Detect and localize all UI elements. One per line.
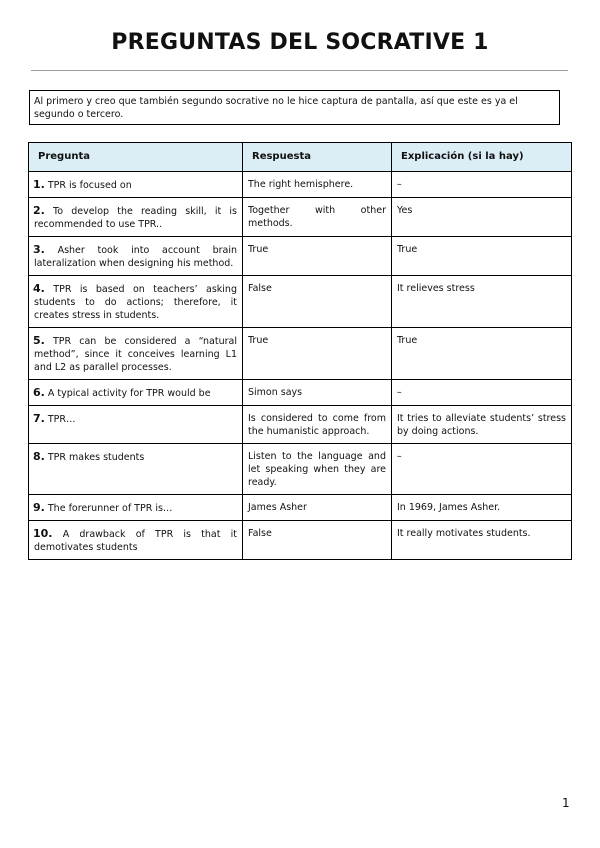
table-header-row [29, 143, 572, 172]
answer-cell: James Asher [243, 495, 392, 521]
question-cell [29, 172, 243, 198]
table-row [29, 172, 572, 198]
question-number: 7. [33, 412, 45, 425]
question-number: 6. [33, 386, 45, 399]
question-text: To develop the reading skill, it is recommended to use TPR.. [34, 206, 237, 230]
question-cell [29, 521, 243, 560]
table-row [29, 328, 572, 380]
question-cell [29, 495, 243, 521]
explanation-cell: – [392, 380, 572, 406]
table-row [29, 276, 572, 328]
question-number: 2. [33, 204, 45, 217]
question-number: 4. [33, 282, 45, 295]
question-number: 9. [33, 501, 45, 514]
explanation-cell: True [392, 237, 572, 276]
question-text: Asher took into account brain lateralization when designing his method. [34, 245, 237, 269]
explanation-cell: It tries to alleviate students’ stress by doing actions. [392, 406, 572, 444]
table-row [29, 237, 572, 276]
question-number: 8. [33, 450, 45, 463]
table-row [29, 444, 572, 495]
answer-cell: True [243, 328, 392, 380]
question-cell [29, 444, 243, 495]
table-row [29, 521, 572, 560]
question-text: TPR is based on teachers’ asking students to do actions; therefore, it creates stress in students. [34, 284, 237, 321]
title-divider [31, 70, 568, 71]
table-row [29, 495, 572, 521]
question-number: 3. [33, 243, 45, 256]
question-text: TPR can be considered a “natural method”, since it conceives learning L1 and L2 as parallel processes. [34, 336, 237, 373]
explanation-cell: In 1969, James Asher. [392, 495, 572, 521]
answer-cell: False [243, 521, 392, 560]
table-row [29, 198, 572, 237]
header-respuesta: Respuesta [243, 143, 392, 172]
table-row [29, 406, 572, 444]
answer-cell: The right hemisphere. [243, 172, 392, 198]
question-cell [29, 276, 243, 328]
question-number: 1. [33, 178, 45, 191]
explanation-cell: – [392, 444, 572, 495]
question-number: 10. [33, 527, 53, 540]
page-title: PREGUNTAS DEL SOCRATIVE 1 [111, 30, 489, 55]
answer-cell: Is considered to come from the humanistic approach. [243, 406, 392, 444]
question-text: TPR… [47, 414, 76, 425]
explanation-cell: True [392, 328, 572, 380]
question-text: The forerunner of TPR is… [47, 503, 173, 514]
question-text: A typical activity for TPR would be [47, 388, 211, 399]
table-row [29, 380, 572, 406]
question-text: TPR is focused on [47, 180, 132, 191]
explanation-cell: Yes [392, 198, 572, 237]
intro-note: Al primero y creo que también segundo socrative no le hice captura de pantalla, así que este es ya el segundo o tercero. [29, 90, 560, 125]
answer-cell: True [243, 237, 392, 276]
question-cell [29, 380, 243, 406]
question-number: 5. [33, 334, 45, 347]
question-text: TPR makes students [47, 452, 145, 463]
explanation-cell: – [392, 172, 572, 198]
question-cell [29, 328, 243, 380]
question-cell [29, 198, 243, 237]
answer-cell: Simon says [243, 380, 392, 406]
answer-cell: Together with other methods. [243, 198, 392, 237]
answer-cell: Listen to the language and let speaking when they are ready. [243, 444, 392, 495]
explanation-cell: It really motivates students. [392, 521, 572, 560]
page-number: 1 [562, 796, 570, 810]
question-cell [29, 237, 243, 276]
header-pregunta: Pregunta [29, 143, 243, 172]
answer-cell: False [243, 276, 392, 328]
explanation-cell: It relieves stress [392, 276, 572, 328]
questions-table [28, 142, 572, 560]
question-cell [29, 406, 243, 444]
question-text: A drawback of TPR is that it demotivates students [34, 529, 237, 553]
header-explicacion: Explicación (si la hay) [392, 143, 572, 172]
